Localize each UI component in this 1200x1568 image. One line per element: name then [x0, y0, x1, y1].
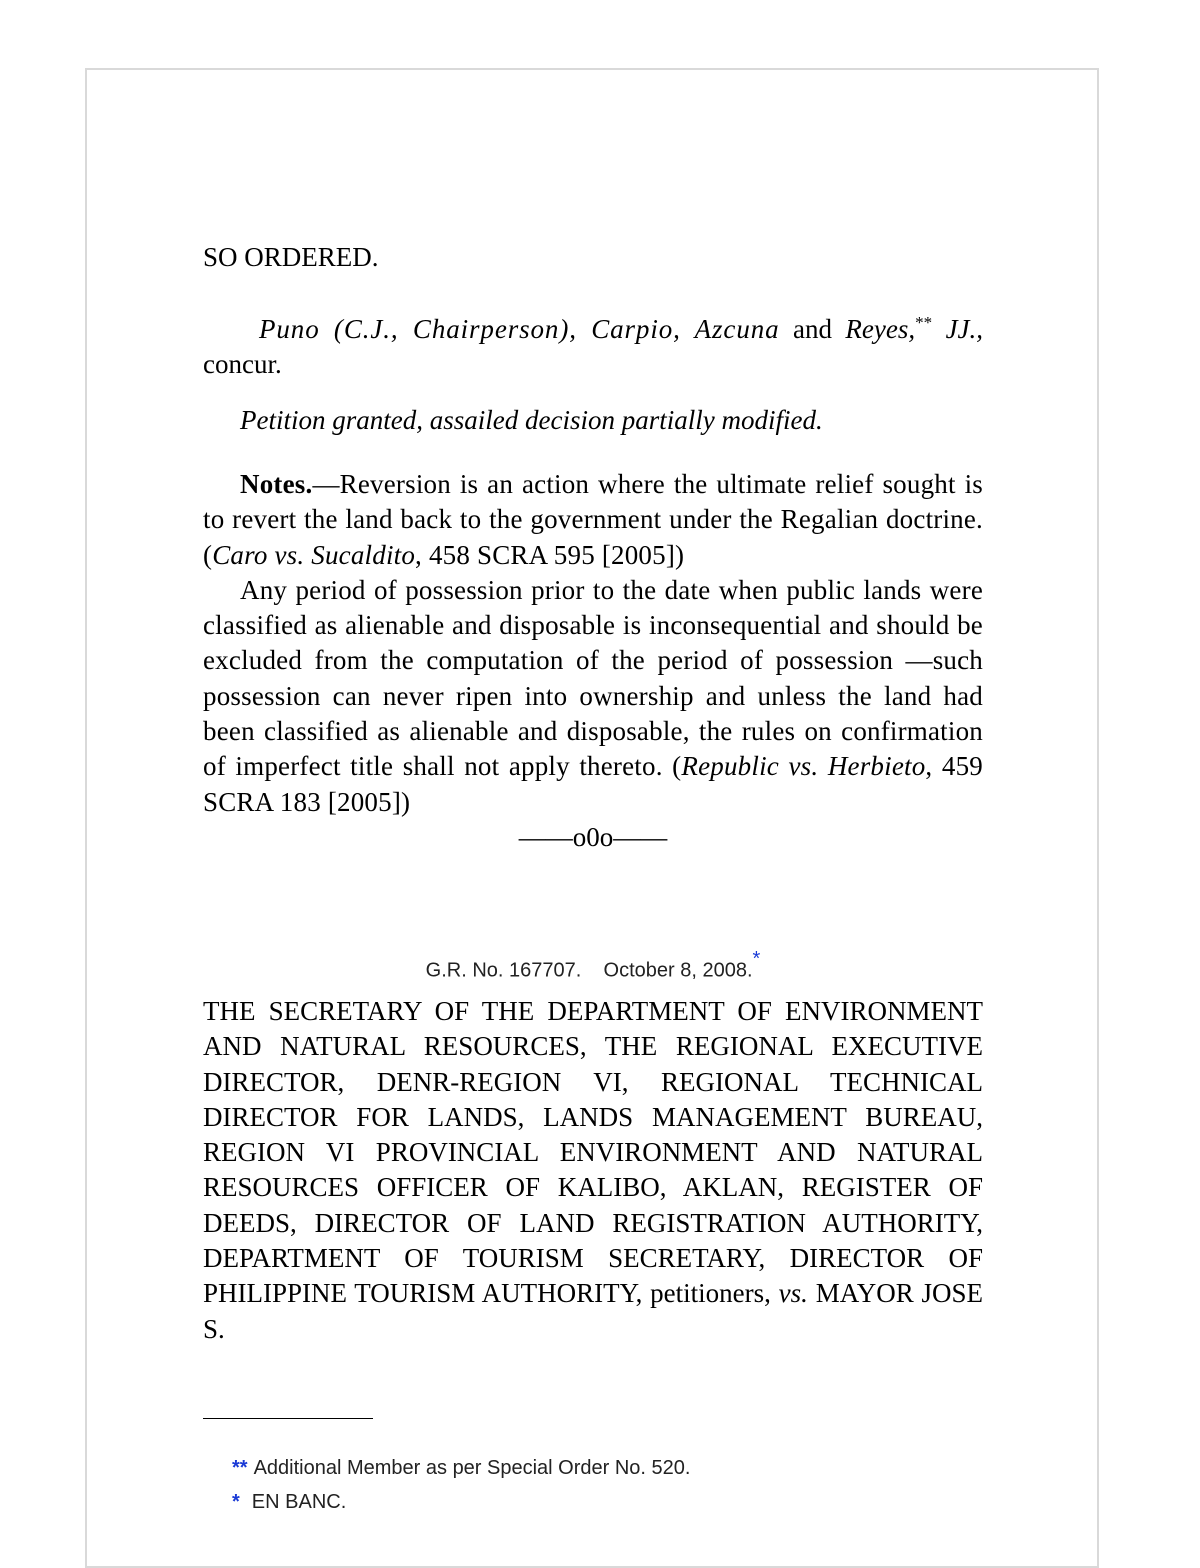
case-header — [203, 948, 983, 986]
case-header-footnote-mark[interactable]: * — [752, 948, 761, 970]
respondent-name: MAYOR JOSE S. — [203, 1278, 984, 1344]
notes-para1-text: —Reversion is an action where the ultimate relief sought is to revert the land back to the government under the Regalian doctrine. ( — [203, 469, 983, 570]
notes-para2-text: Any period of possession prior to the date when public lands were classified as alienable and disposable is inconsequential and should be excluded from the computation of the period of possession —such possession can never ripen into ownership and unless the land had been classified as alienable and disposable, the rules on confirmation of imperfect title shall not apply thereto. ( — [203, 574, 983, 782]
reyes-footnote-mark: ** — [915, 313, 933, 332]
concurring-justices: Puno (C.J., Chairperson), Carpio, Azcuna — [259, 314, 780, 344]
petitioners-names: THE SECRETARY OF THE DEPARTMENT OF ENVIRONMENT AND NATURAL RESOURCES, THE REGIONAL EXECUTIVE DIRECTOR, DENR-REGION VI, REGIONAL TECHNICAL DIRECTOR FOR LANDS, LANDS MANAGEMENT BUREAU, REGION VI PROVINCIAL ENVIRONMENT AND NATURAL RESOURCES OFFICER OF KALIBO, AKLAN, REGISTER OF DEEDS, DIRECTOR OF LAND REGISTRATION AUTHORITY, DEPARTMENT OF TOURISM SECRETARY, DIRECTOR OF PHILIPPINE TOURISM AUTHORITY, — [203, 996, 983, 1309]
versus: vs. — [778, 1278, 808, 1309]
notes-label: Notes. — [240, 469, 313, 499]
notes-para2-cite: , 459 SCRA 183 [2005]) — [203, 751, 983, 817]
concurrence-paragraph — [203, 305, 983, 383]
footnote-1 — [232, 1455, 690, 1481]
disposition-text: Petition granted, assailed decision partially modified. — [240, 405, 823, 435]
concur-word: concur. — [203, 349, 282, 380]
disposition-paragraph — [203, 403, 983, 438]
gr-number: G.R. No. 167707. — [425, 959, 582, 982]
footnote-2-text: EN BANC. — [251, 1491, 347, 1513]
notes-para1-cite: , 458 SCRA 595 [2005]) — [415, 539, 685, 570]
notes-para1-case: Caro vs. Sucaldito — [212, 539, 416, 570]
notes-section — [203, 467, 983, 820]
footnote-1-text: Additional Member as per Special Order No. 520. — [253, 1457, 691, 1479]
footnote-2-mark[interactable]: * — [232, 1491, 240, 1513]
so-ordered: SO ORDERED. — [203, 242, 379, 272]
concurrence-and: and — [792, 314, 832, 344]
notes-paragraph-2 — [203, 573, 983, 820]
parties-paragraph — [203, 994, 983, 1347]
justice-reyes: Reyes, — [845, 314, 916, 344]
notes-paragraph-1 — [203, 467, 983, 573]
footnote-1-mark[interactable]: ** — [232, 1457, 248, 1479]
petitioners-label: petitioners, — [650, 1278, 771, 1309]
jj-label: JJ., — [945, 314, 984, 344]
footnote-2 — [232, 1489, 346, 1515]
section-divider: ——o0o—— — [518, 822, 668, 852]
footnote-rule — [203, 1418, 373, 1419]
decision-date: October 8, 2008. — [603, 959, 753, 982]
notes-para2-case: Republic vs. Herbieto — [681, 751, 926, 782]
